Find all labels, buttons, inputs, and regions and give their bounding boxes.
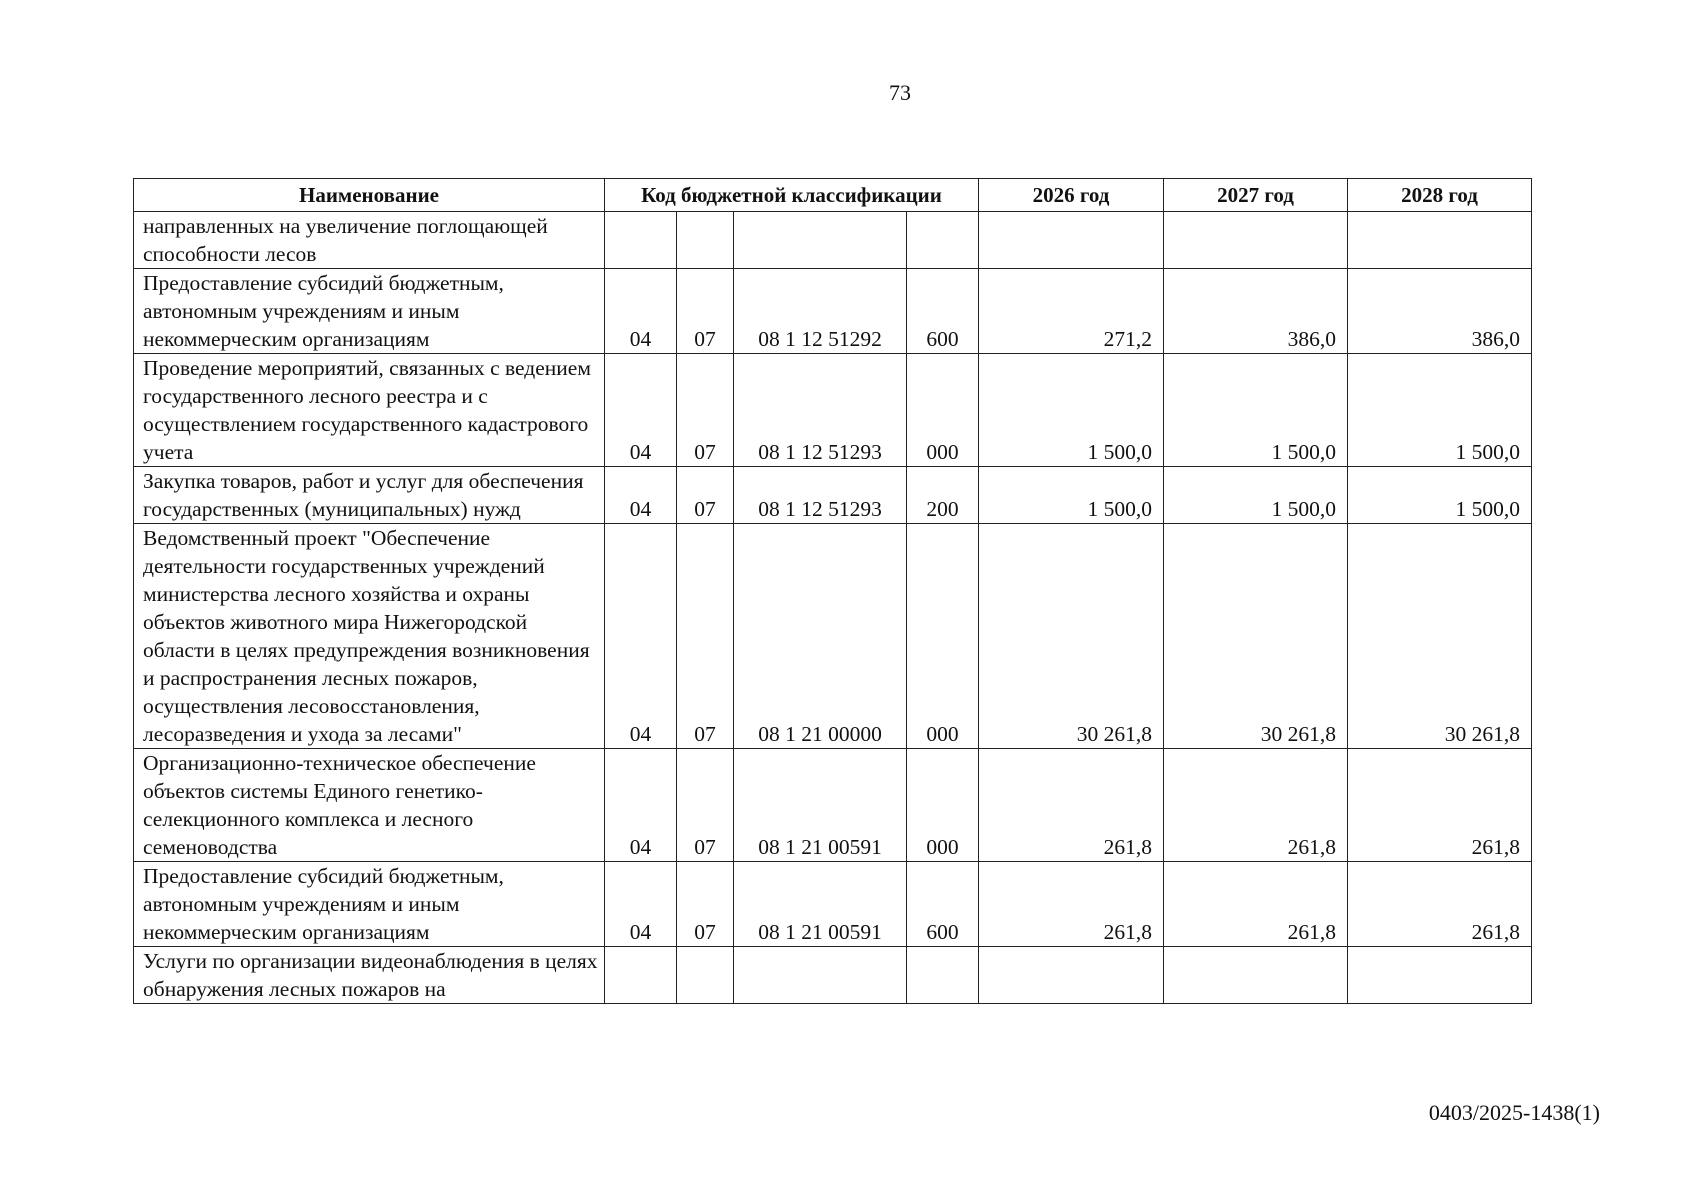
code-subsection: 07 xyxy=(677,862,734,947)
row-name: Проведение мероприятий, связанных с ведением государственного лесного реестра и с осуществлением государственного кадастрового учета xyxy=(134,354,605,467)
amount-2026: 30 261,8 xyxy=(979,524,1164,749)
header-2026: 2026 год xyxy=(979,179,1164,212)
code-subsection: 07 xyxy=(677,354,734,467)
code-target: 08 1 21 00591 xyxy=(734,862,907,947)
amount-2028: 386,0 xyxy=(1348,269,1532,354)
code-subsection xyxy=(677,212,734,269)
code-section: 04 xyxy=(605,354,677,467)
table-row xyxy=(134,862,1532,947)
table-row xyxy=(134,354,1532,467)
amount-2026: 271,2 xyxy=(979,269,1164,354)
amount-2028: 261,8 xyxy=(1348,749,1532,862)
code-section xyxy=(605,947,677,1004)
amount-2027 xyxy=(1164,212,1348,269)
row-name: Услуги по организации видеонаблюдения в целях обнаружения лесных пожаров на xyxy=(134,947,605,1004)
header-2028: 2028 год xyxy=(1348,179,1532,212)
amount-2027: 261,8 xyxy=(1164,749,1348,862)
code-expense-type: 600 xyxy=(907,862,979,947)
code-target: 08 1 12 51292 xyxy=(734,269,907,354)
header-2027: 2027 год xyxy=(1164,179,1348,212)
code-section: 04 xyxy=(605,467,677,524)
budget-table xyxy=(133,178,1532,1004)
table-row xyxy=(134,467,1532,524)
code-expense-type: 000 xyxy=(907,354,979,467)
code-expense-type: 200 xyxy=(907,467,979,524)
code-target: 08 1 12 51293 xyxy=(734,467,907,524)
row-name: Закупка товаров, работ и услуг для обеспечения государственных (муниципальных) нужд xyxy=(134,467,605,524)
amount-2027: 386,0 xyxy=(1164,269,1348,354)
table-row xyxy=(134,269,1532,354)
header-name: Наименование xyxy=(134,179,605,212)
amount-2028: 1 500,0 xyxy=(1348,354,1532,467)
code-section: 04 xyxy=(605,524,677,749)
code-target: 08 1 12 51293 xyxy=(734,354,907,467)
amount-2026: 1 500,0 xyxy=(979,354,1164,467)
row-name: направленных на увеличение поглощающей способности лесов xyxy=(134,212,605,269)
code-subsection: 07 xyxy=(677,467,734,524)
code-subsection: 07 xyxy=(677,269,734,354)
amount-2027: 30 261,8 xyxy=(1164,524,1348,749)
table-row xyxy=(134,947,1532,1004)
document-registration-number: 0403/2025-1438(1) xyxy=(1428,1100,1600,1125)
code-subsection xyxy=(677,947,734,1004)
code-target: 08 1 21 00591 xyxy=(734,749,907,862)
table-row xyxy=(134,524,1532,749)
amount-2028: 261,8 xyxy=(1348,862,1532,947)
amount-2026: 261,8 xyxy=(979,749,1164,862)
amount-2026: 1 500,0 xyxy=(979,467,1164,524)
code-subsection: 07 xyxy=(677,749,734,862)
code-expense-type xyxy=(907,212,979,269)
amount-2027 xyxy=(1164,947,1348,1004)
code-target xyxy=(734,212,907,269)
amount-2028: 30 261,8 xyxy=(1348,524,1532,749)
amount-2026: 261,8 xyxy=(979,862,1164,947)
code-expense-type: 000 xyxy=(907,524,979,749)
code-target: 08 1 21 00000 xyxy=(734,524,907,749)
row-name: Предоставление субсидий бюджетным, автономным учреждениям и иным некоммерческим организациям xyxy=(134,862,605,947)
amount-2027: 261,8 xyxy=(1164,862,1348,947)
amount-2027: 1 500,0 xyxy=(1164,467,1348,524)
code-section: 04 xyxy=(605,749,677,862)
row-name: Организационно-техническое обеспечение объектов системы Единого генетико-селекционного комплекса и лесного семеноводства xyxy=(134,749,605,862)
code-section xyxy=(605,212,677,269)
code-section: 04 xyxy=(605,862,677,947)
page-number: 73 xyxy=(889,80,911,105)
row-name: Ведомственный проект "Обеспечение деятельности государственных учреждений министерства лесного хозяйства и охраны объектов животного мира Нижегородской области в целях предупреждения возникновения и распространения лесных пожаров, осуществления лесовосстановления, лесоразведения и ухода за лесами" xyxy=(134,524,605,749)
code-expense-type: 600 xyxy=(907,269,979,354)
amount-2027: 1 500,0 xyxy=(1164,354,1348,467)
amount-2026 xyxy=(979,212,1164,269)
code-expense-type xyxy=(907,947,979,1004)
code-section: 04 xyxy=(605,269,677,354)
code-subsection: 07 xyxy=(677,524,734,749)
amount-2028: 1 500,0 xyxy=(1348,467,1532,524)
amount-2028 xyxy=(1348,947,1532,1004)
row-name: Предоставление субсидий бюджетным, автономным учреждениям и иным некоммерческим организациям xyxy=(134,269,605,354)
amount-2026 xyxy=(979,947,1164,1004)
amount-2028 xyxy=(1348,212,1532,269)
table-header-row xyxy=(134,179,1532,212)
table-row xyxy=(134,212,1532,269)
table-row xyxy=(134,749,1532,862)
code-target xyxy=(734,947,907,1004)
header-code: Код бюджетной классификации xyxy=(605,179,979,212)
code-expense-type: 000 xyxy=(907,749,979,862)
